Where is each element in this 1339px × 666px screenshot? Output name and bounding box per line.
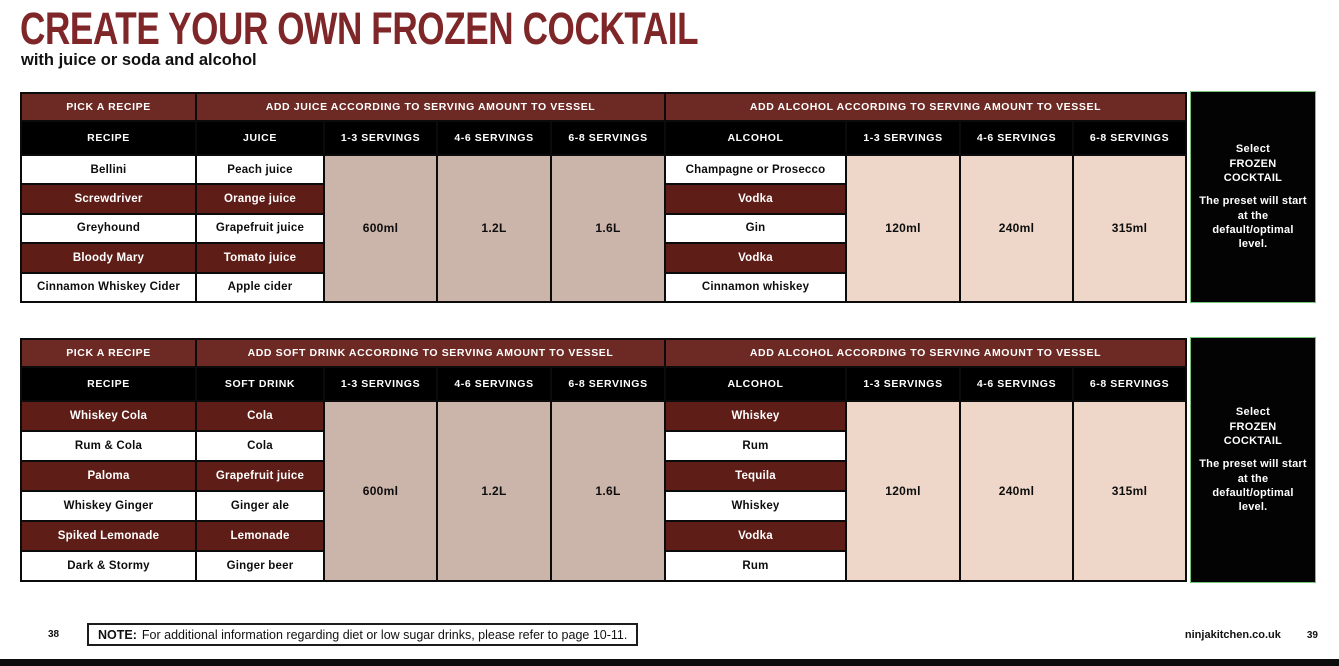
alcohol-cell: Vodka [666,185,845,212]
column-header-servings-1-3: 1-3 SERVINGS [325,368,436,400]
alcohol-cell: Vodka [666,244,845,271]
callout-title-line1: Select [1235,406,1271,419]
note-text: For additional information regarding diet or low sugar drinks, please refer to page 10-11. [141,627,628,642]
callout-body: The preset will start at the default/optimal level. [1199,458,1307,514]
juice-amount-cell: 600ml [325,156,436,301]
soft-drink-amount-cell: 1.6L [552,402,664,580]
soft-drink-cell: Grapefruit juice [197,462,323,490]
recipe-cell: Paloma [22,462,195,490]
alcohol-amount-cell: 240ml [961,156,1072,301]
soft-drink-cell: Lemonade [197,522,323,550]
column-header-servings-4-6: 4-6 SERVINGS [961,122,1072,154]
alcohol-amount-cell: 120ml [847,402,959,580]
footer-right [1185,629,1318,641]
alcohol-cell: Rum [666,432,845,460]
pick-recipe-header: PICK A RECIPE [22,340,195,366]
page-title: CREATE YOUR OWN FROZEN COCKTAIL [20,3,699,54]
column-header-recipe: RECIPE [22,122,195,154]
recipe-cell: Greyhound [22,215,195,242]
juice-cell: Tomato juice [197,244,323,271]
select-frozen-cocktail-callout [1190,337,1316,583]
alcohol-cell: Whiskey [666,492,845,520]
column-header-servings-4-6: 4-6 SERVINGS [438,122,550,154]
alcohol-cell: Tequila [666,462,845,490]
alcohol-cell: Vodka [666,522,845,550]
column-header-soft-drink: SOFT DRINK [197,368,323,400]
soft-drink-cell: Cola [197,402,323,430]
soft-drink-cell: Ginger beer [197,552,323,580]
recipe-cell: Whiskey Ginger [22,492,195,520]
column-header-servings-1-3: 1-3 SERVINGS [325,122,436,154]
soft-drink-amount-cell: 1.2L [438,402,550,580]
soft-drink-amount-cell: 600ml [325,402,436,580]
bottom-bar [0,659,1339,666]
select-frozen-cocktail-callout [1190,91,1316,303]
column-header-servings-4-6: 4-6 SERVINGS [438,368,550,400]
column-header-recipe: RECIPE [22,368,195,400]
note-box [87,623,638,646]
column-header-juice: JUICE [197,122,323,154]
recipe-cell: Spiked Lemonade [22,522,195,550]
juice-amount-cell: 1.2L [438,156,550,301]
juice-cell: Grapefruit juice [197,215,323,242]
callout-title-line2: FROZEN COCKTAIL [1223,420,1283,448]
add-alcohol-header: ADD ALCOHOL ACCORDING TO SERVING AMOUNT TO VESSEL [666,340,1185,366]
alcohol-cell: Cinnamon whiskey [666,274,845,301]
callout-title-line2: FROZEN COCKTAIL [1223,157,1283,185]
column-header-servings-6-8: 6-8 SERVINGS [1074,122,1185,154]
recipe-cell: Dark & Stormy [22,552,195,580]
column-header-servings-1-3: 1-3 SERVINGS [847,368,959,400]
soft-drink-cocktail-table [20,338,1187,582]
website-url: ninjakitchen.co.uk [1184,629,1281,641]
alcohol-cell: Gin [666,215,845,242]
recipe-cell: Bloody Mary [22,244,195,271]
add-soft-drink-header: ADD SOFT DRINK ACCORDING TO SERVING AMOUNT TO VESSEL [197,340,664,366]
soft-drink-cell: Ginger ale [197,492,323,520]
alcohol-cell: Rum [666,552,845,580]
juice-amount-cell: 1.6L [552,156,664,301]
recipe-cell: Whiskey Cola [22,402,195,430]
alcohol-amount-cell: 240ml [961,402,1072,580]
juice-cocktail-table [20,92,1187,303]
callout-body: The preset will start at the default/optimal level. [1199,195,1307,251]
recipe-cell: Cinnamon Whiskey Cider [22,274,195,301]
page-number-right: 39 [1306,629,1318,641]
recipe-cell: Screwdriver [22,185,195,212]
column-header-servings-4-6: 4-6 SERVINGS [961,368,1072,400]
pick-recipe-header: PICK A RECIPE [22,94,195,120]
column-header-alcohol: ALCOHOL [666,368,845,400]
note-label: NOTE: [98,627,137,642]
alcohol-amount-cell: 120ml [847,156,959,301]
juice-cell: Peach juice [197,156,323,183]
add-alcohol-header: ADD ALCOHOL ACCORDING TO SERVING AMOUNT TO VESSEL [666,94,1185,120]
page-subtitle: with juice or soda and alcohol [21,51,257,69]
add-juice-header: ADD JUICE ACCORDING TO SERVING AMOUNT TO VESSEL [197,94,664,120]
callout-title-line1: Select [1235,143,1271,156]
alcohol-cell: Whiskey [666,402,845,430]
column-header-servings-6-8: 6-8 SERVINGS [552,122,664,154]
column-header-alcohol: ALCOHOL [666,122,845,154]
juice-cell: Orange juice [197,185,323,212]
column-header-servings-6-8: 6-8 SERVINGS [552,368,664,400]
alcohol-amount-cell: 315ml [1074,156,1185,301]
column-header-servings-1-3: 1-3 SERVINGS [847,122,959,154]
recipe-cell: Bellini [22,156,195,183]
alcohol-amount-cell: 315ml [1074,402,1185,580]
soft-drink-cell: Cola [197,432,323,460]
recipe-cell: Rum & Cola [22,432,195,460]
alcohol-cell: Champagne or Prosecco [666,156,845,183]
column-header-servings-6-8: 6-8 SERVINGS [1074,368,1185,400]
page-number-left: 38 [48,629,60,640]
juice-cell: Apple cider [197,274,323,301]
